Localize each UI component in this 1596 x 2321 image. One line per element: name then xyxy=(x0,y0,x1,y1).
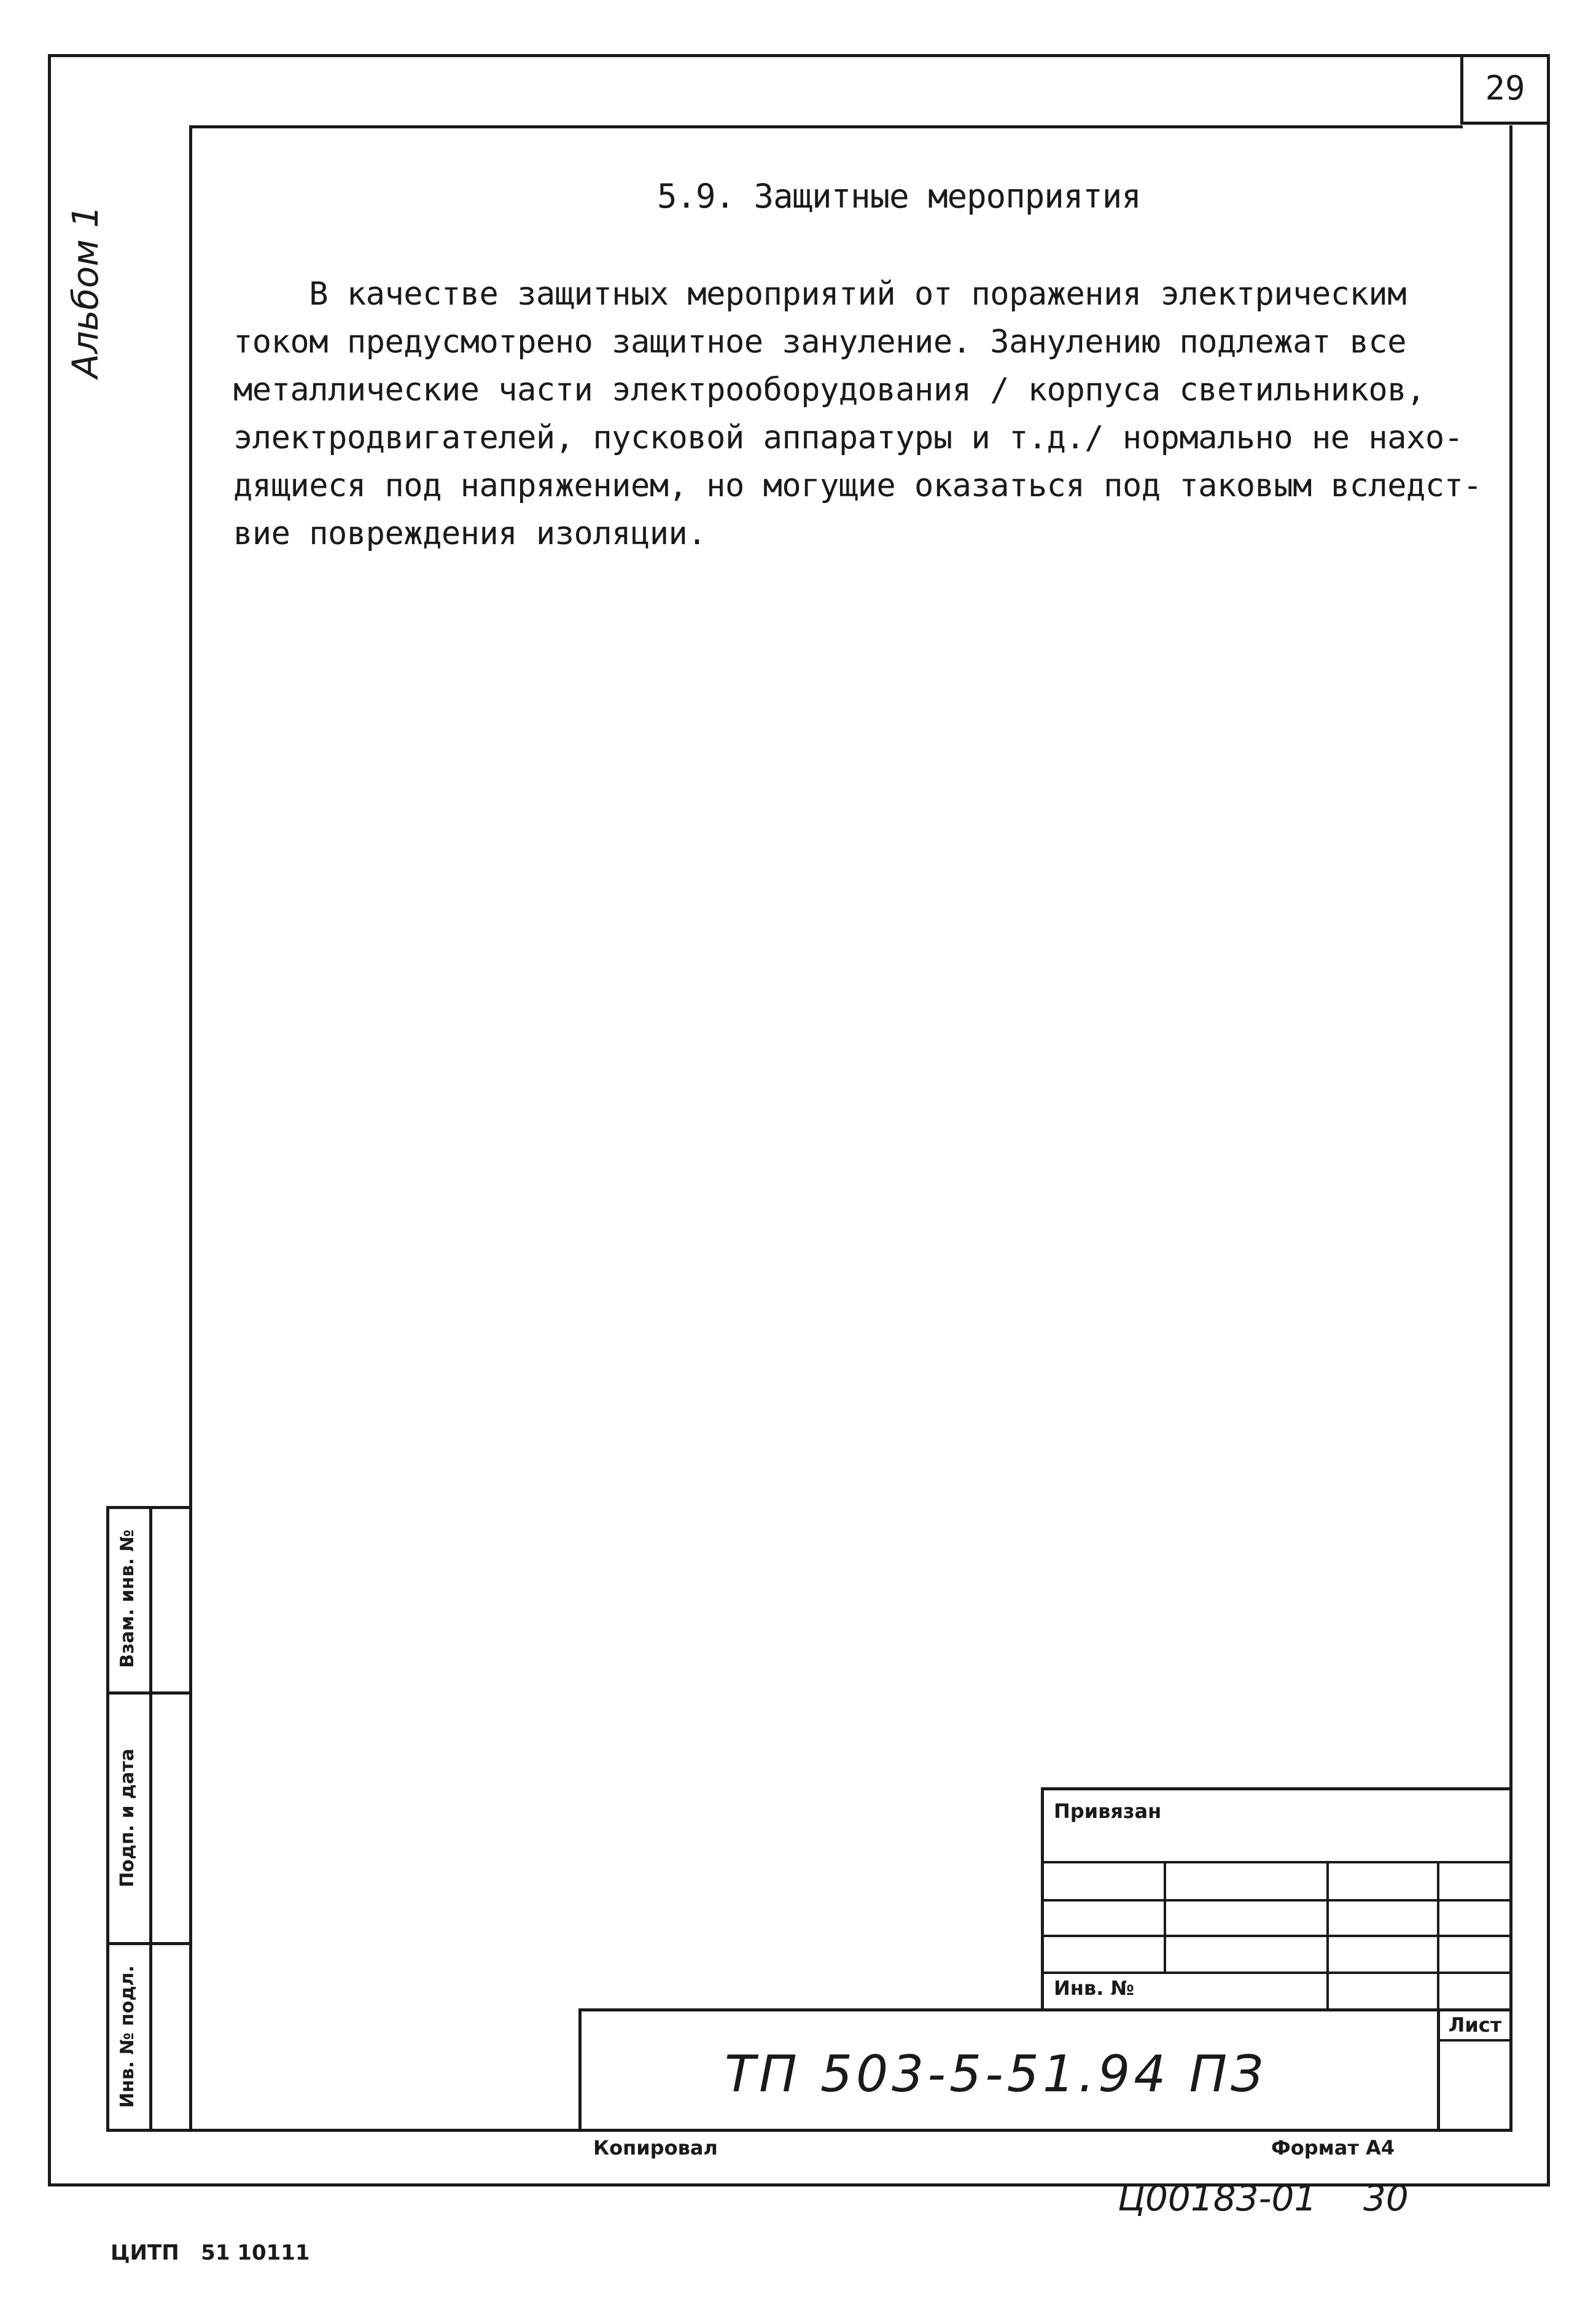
inv-no-label: Инв. № xyxy=(1054,1976,1134,2000)
album-label: Альбом 1 xyxy=(64,205,106,378)
page-number: 29 xyxy=(1485,69,1525,107)
paragraph-line: В качестве защитных мероприятий от поражения электрическим xyxy=(233,276,1407,313)
kopiroval-label: Копировал xyxy=(593,2136,718,2159)
stamp-vzam-inv: Взам. инв. № xyxy=(117,1529,138,1668)
printer-mark: ЦИТП 51 10111 xyxy=(111,2241,310,2265)
outer-frame-right xyxy=(1547,123,1550,2186)
page-box-top xyxy=(1462,54,1550,57)
paragraph-line: металлические части электрооборудования / корпуса светильников, xyxy=(233,372,1425,408)
inner-frame-bottom xyxy=(106,2129,1512,2132)
stamp-inv-podl: Инв. № подл. xyxy=(117,1965,138,2108)
page-box-right xyxy=(1547,54,1550,123)
outer-frame-top xyxy=(48,54,1462,57)
privyazan-label: Привязан xyxy=(1054,1800,1162,1823)
section-paragraph xyxy=(233,270,1482,558)
paragraph-line: электродвигателей, пусковой аппаратуры и т.д./ нормально не нахо- xyxy=(233,419,1463,456)
paragraph-line: дящиеся под напряжением, но могущие оказаться под таковым вследст- xyxy=(233,467,1482,504)
handwritten-reference: Ц00183-01 xyxy=(1118,2177,1317,2219)
inner-frame-left xyxy=(189,125,192,2131)
paragraph-line: током предусмотрено защитное зануление. Занулению подлежат все xyxy=(233,324,1407,361)
format-label: Формат А4 xyxy=(1271,2136,1395,2159)
handwritten-number: 30 xyxy=(1363,2177,1409,2219)
stamp-podp-data: Подп. и дата xyxy=(117,1748,138,1888)
document-designation: ТП 503-5-51.94 ПЗ xyxy=(725,2045,1267,2104)
page-box-bottom xyxy=(1460,122,1550,125)
inner-frame-top xyxy=(189,125,1463,128)
outer-frame-bottom xyxy=(48,2183,1550,2186)
section-heading: 5.9. Защитные мероприятия xyxy=(657,177,1141,216)
list-label: Лист xyxy=(1448,2013,1502,2037)
outer-frame-left xyxy=(48,54,51,2186)
paragraph-line: вие повреждения изоляции. xyxy=(233,515,707,552)
inner-frame-right xyxy=(1509,125,1512,2131)
